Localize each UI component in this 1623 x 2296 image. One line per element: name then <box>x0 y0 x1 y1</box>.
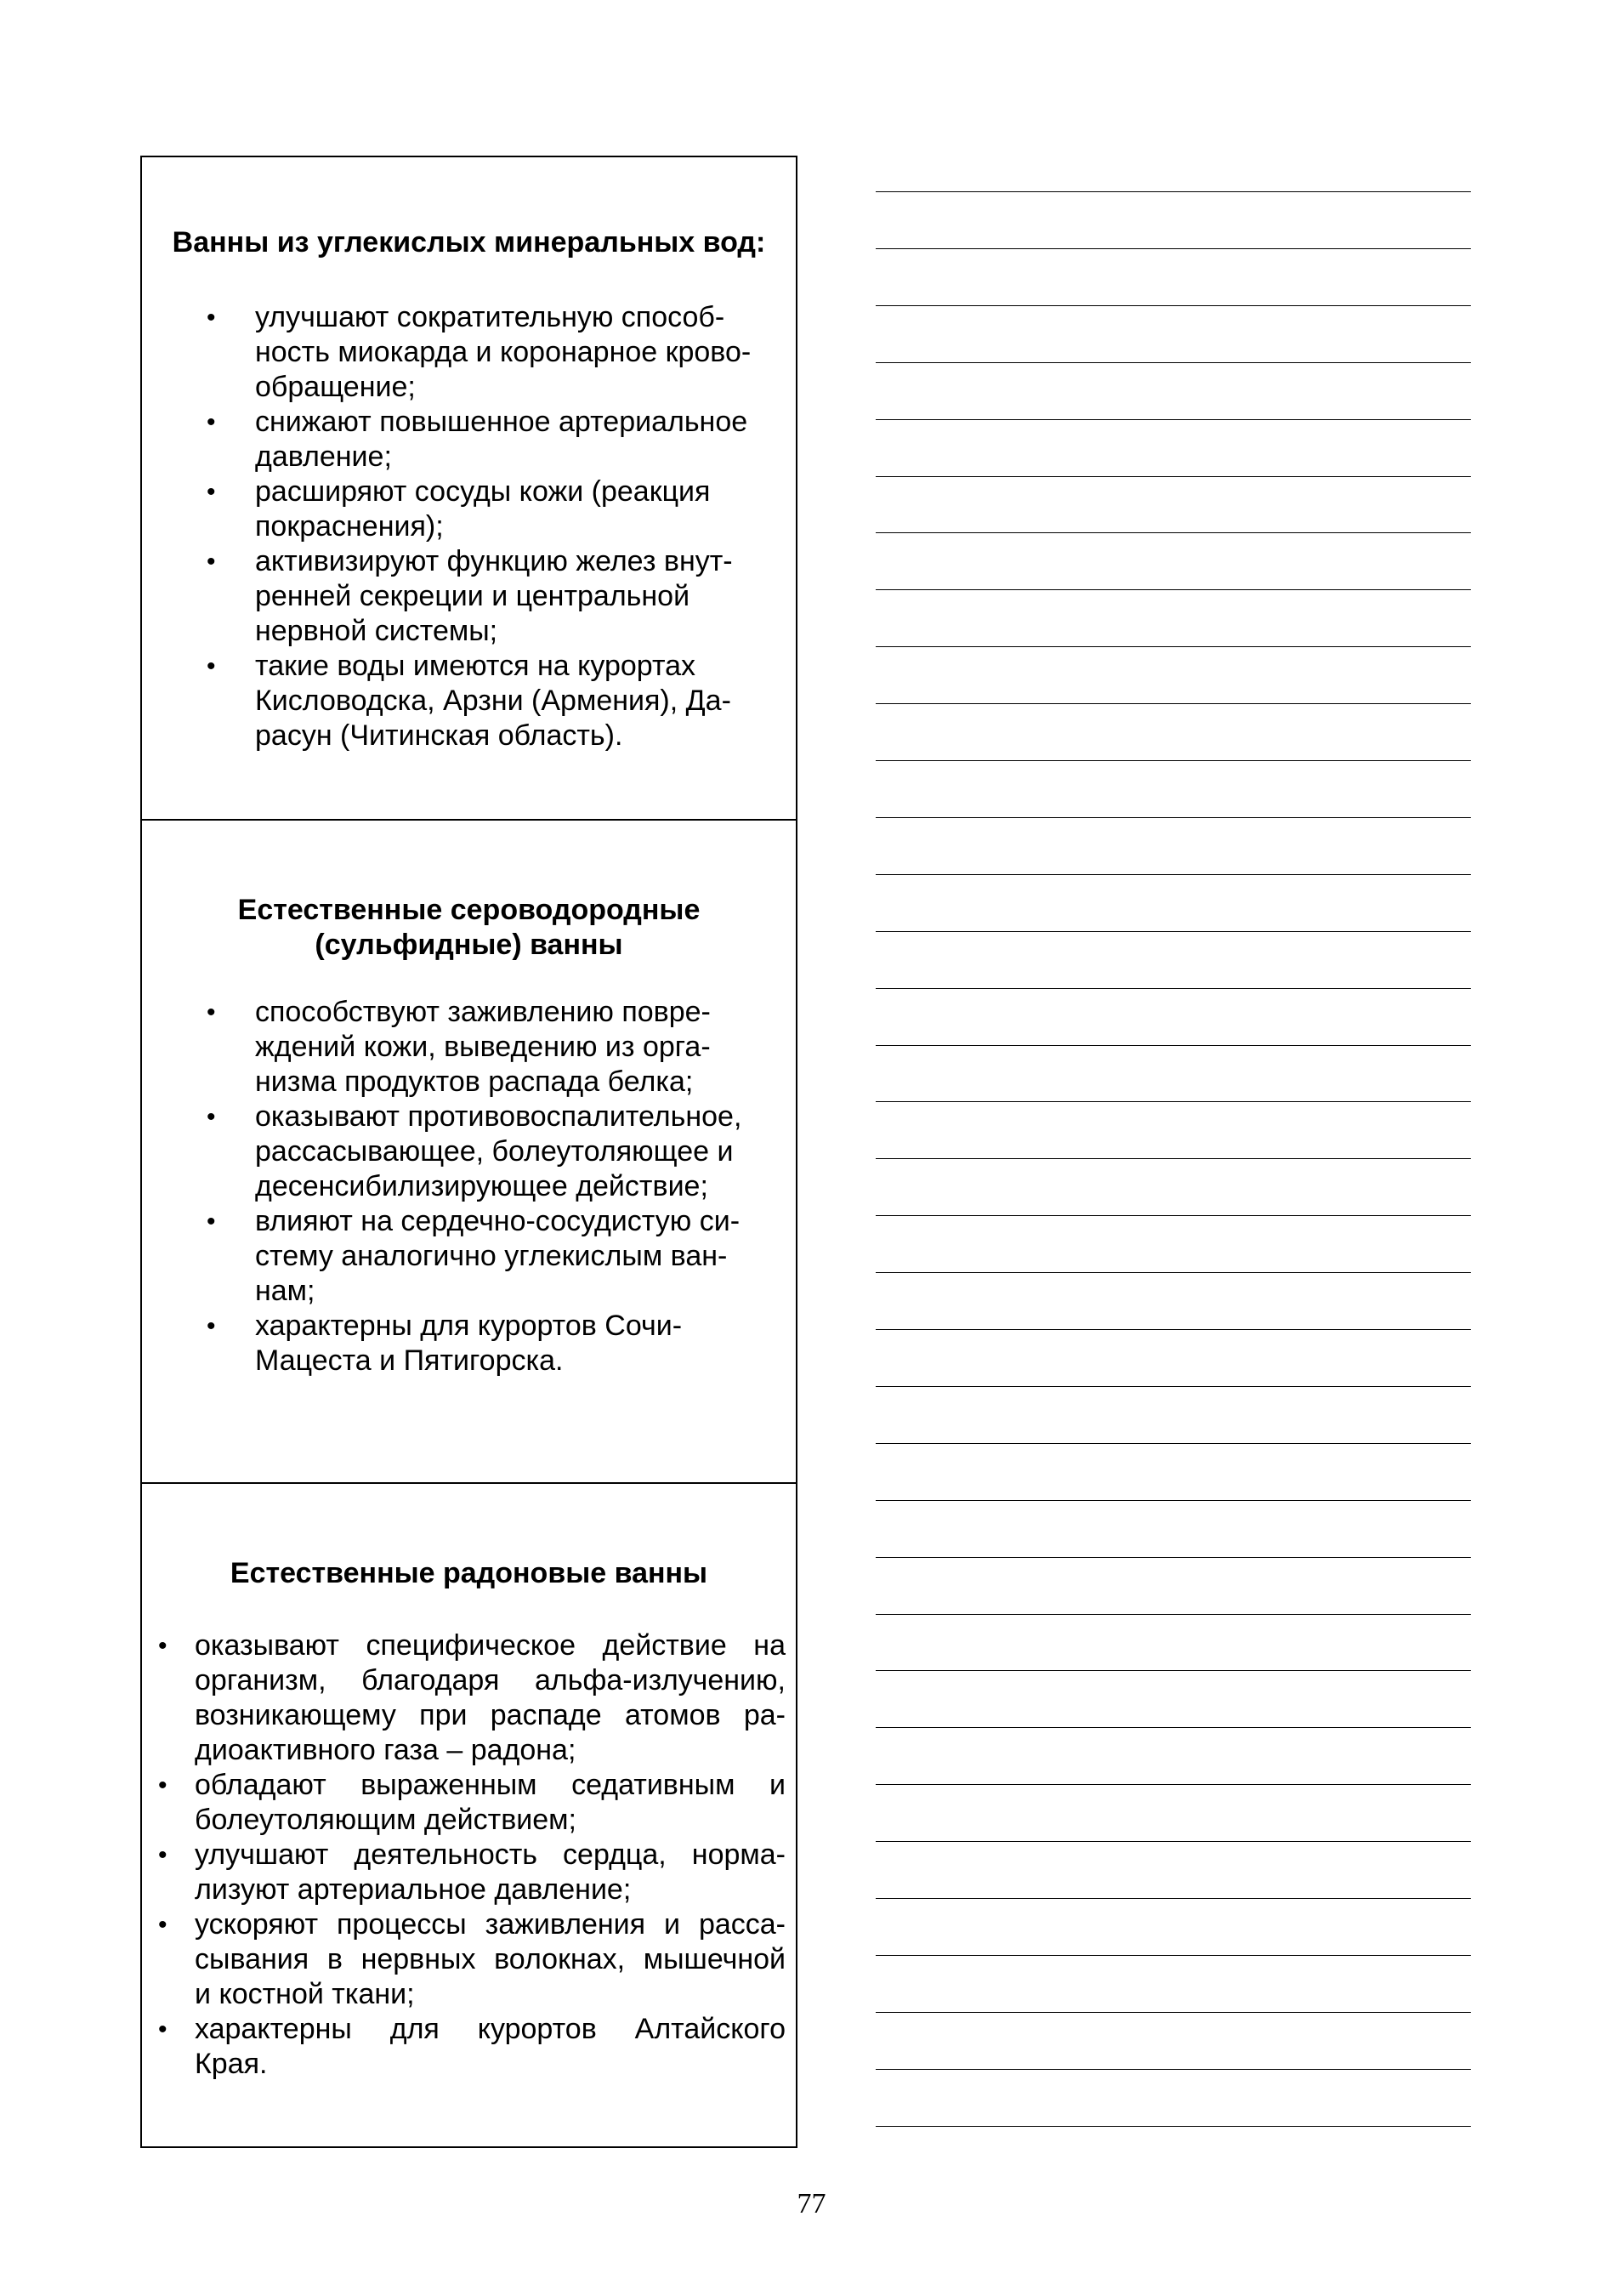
section-heading <box>150 1556 787 1591</box>
note-line <box>876 248 1471 249</box>
list-item <box>158 1907 786 2012</box>
list-item-line: сывания в нервных волокнах, мышечной <box>195 1943 786 1975</box>
list-item-line: десенсибилизирующее действие; <box>255 1170 708 1202</box>
list-item <box>207 649 786 753</box>
bullet-icon: • <box>158 2015 167 2043</box>
list-item-line: характерны для курортов Сочи- <box>255 1310 683 1342</box>
note-line <box>876 1329 1471 1330</box>
list-item-line: организм, благодаря альфа-излучению, <box>195 1664 786 1696</box>
list-item <box>158 2012 786 2082</box>
list-item <box>158 1768 786 1838</box>
section-heading-line: Естественные сероводородные <box>237 894 701 926</box>
section-radon-baths <box>142 1484 796 2148</box>
bullet-icon: • <box>158 1841 167 1869</box>
note-line <box>876 2012 1471 2013</box>
list-item-line: расширяют сосуды кожи (реакция <box>255 475 711 508</box>
list-item-line: снижают повышенное артериальное <box>255 406 748 438</box>
note-line <box>876 931 1471 932</box>
list-item-line: Края. <box>195 2048 268 2080</box>
note-line <box>876 1045 1471 1046</box>
bullet-icon: • <box>207 304 216 332</box>
list-item-line: оказывают специфическое действие на <box>195 1629 786 1662</box>
bullet-icon: • <box>207 1208 216 1236</box>
list-item-line: болеутоляющим действием; <box>195 1804 576 1836</box>
bullet-icon: • <box>207 478 216 506</box>
bullet-icon: • <box>207 652 216 680</box>
list-item <box>158 1628 786 1768</box>
bullet-icon: • <box>207 998 216 1026</box>
list-item-line: улучшают деятельность сердца, норма- <box>195 1839 786 1871</box>
note-line <box>876 419 1471 420</box>
note-line <box>876 1614 1471 1615</box>
list-item-line: ускоряют процессы заживления и расса- <box>195 1908 786 1941</box>
bullet-list <box>207 995 786 1378</box>
list-item-line: обращение; <box>255 371 416 403</box>
list-item <box>158 1838 786 1907</box>
note-line <box>876 1784 1471 1785</box>
list-item-line: расун (Читинская область). <box>255 719 623 752</box>
section-heading <box>150 893 787 963</box>
note-line <box>876 646 1471 647</box>
note-line <box>876 1727 1471 1728</box>
list-item-line: низма продуктов распада белка; <box>255 1066 694 1098</box>
list-item-line: влияют на сердечно-сосудистую си- <box>255 1205 741 1237</box>
list-item-line: активизируют функцию желез внут- <box>255 545 733 577</box>
list-item-line: стему аналогично углекислым ван- <box>255 1240 728 1272</box>
note-line <box>876 817 1471 818</box>
list-item <box>207 995 786 1100</box>
list-item-line: улучшают сократительную способ- <box>255 301 725 333</box>
list-item-line: характерны для курортов Алтайского <box>195 2013 786 2045</box>
note-line <box>876 1158 1471 1159</box>
list-item-line: способствуют заживлению повре- <box>255 996 711 1028</box>
note-line <box>876 1215 1471 1216</box>
note-line <box>876 589 1471 590</box>
bullet-icon: • <box>158 1632 167 1660</box>
list-item-line: обладают выраженным седативным и <box>195 1769 786 1801</box>
note-line <box>876 1670 1471 1671</box>
list-item-line: Кисловодска, Арзни (Армения), Да- <box>255 685 731 717</box>
note-line <box>876 1272 1471 1273</box>
note-line <box>876 1557 1471 1558</box>
section-heading-line: (сульфидные) ванны <box>315 929 623 961</box>
note-line <box>876 1841 1471 1842</box>
note-line <box>876 760 1471 761</box>
note-line <box>876 2069 1471 2070</box>
list-item-line: ждений кожи, выведению из орга- <box>255 1031 711 1063</box>
list-item-line: нервной системы; <box>255 615 498 647</box>
list-item-line: диоактивного газа – радона; <box>195 1734 576 1766</box>
bullet-icon: • <box>207 408 216 436</box>
info-table <box>140 156 797 2148</box>
list-item <box>207 544 786 649</box>
list-item <box>207 1309 786 1378</box>
note-line <box>876 1101 1471 1102</box>
list-item-line: рассасывающее, болеутоляющее и <box>255 1135 734 1168</box>
bullet-icon: • <box>158 1771 167 1799</box>
list-item-line: оказывают противовоспалительное, <box>255 1100 742 1133</box>
note-line <box>876 532 1471 533</box>
list-item-line: Мацеста и Пятигорска. <box>255 1344 564 1377</box>
note-line <box>876 362 1471 363</box>
note-lines <box>876 0 1471 2296</box>
note-line <box>876 1443 1471 1444</box>
section-heading-line: Ванны из углекислых минеральных вод: <box>172 226 766 259</box>
list-item-line: ность миокарда и коронарное крово- <box>255 336 752 368</box>
list-item <box>207 405 786 475</box>
bullet-icon: • <box>207 1312 216 1340</box>
list-item-line: такие воды имеются на курортах <box>255 650 696 682</box>
note-line <box>876 1955 1471 1956</box>
page-number: 77 <box>797 2188 826 2219</box>
bullet-list <box>207 300 786 753</box>
list-item-line: давление; <box>255 440 392 473</box>
section-sulfide-baths <box>142 821 796 1484</box>
note-line <box>876 703 1471 704</box>
note-line <box>876 1386 1471 1387</box>
list-item-line: и костной ткани; <box>195 1978 415 2010</box>
bullet-icon: • <box>207 1103 216 1131</box>
note-line <box>876 191 1471 192</box>
note-line <box>876 2126 1471 2127</box>
list-item <box>207 475 786 544</box>
bullet-icon: • <box>158 1911 167 1939</box>
note-line <box>876 874 1471 875</box>
section-carbonic-baths <box>142 157 796 821</box>
section-heading <box>150 225 787 260</box>
list-item <box>207 300 786 405</box>
section-heading-line: Естественные радоновые ванны <box>230 1557 708 1589</box>
list-item-line: ренней секреции и центральной <box>255 580 690 612</box>
list-item-line: покраснения); <box>255 510 444 543</box>
note-line <box>876 1500 1471 1501</box>
note-line <box>876 988 1471 989</box>
note-line <box>876 1898 1471 1899</box>
list-item <box>207 1204 786 1309</box>
list-item-line: лизуют артериальное давление; <box>195 1873 632 1906</box>
bullet-icon: • <box>207 548 216 576</box>
note-line <box>876 305 1471 306</box>
list-item-line: нам; <box>255 1275 315 1307</box>
note-line <box>876 476 1471 477</box>
list-item <box>207 1100 786 1204</box>
bullet-list <box>158 1628 786 2082</box>
list-item-line: возникающему при распаде атомов ра- <box>195 1699 786 1731</box>
